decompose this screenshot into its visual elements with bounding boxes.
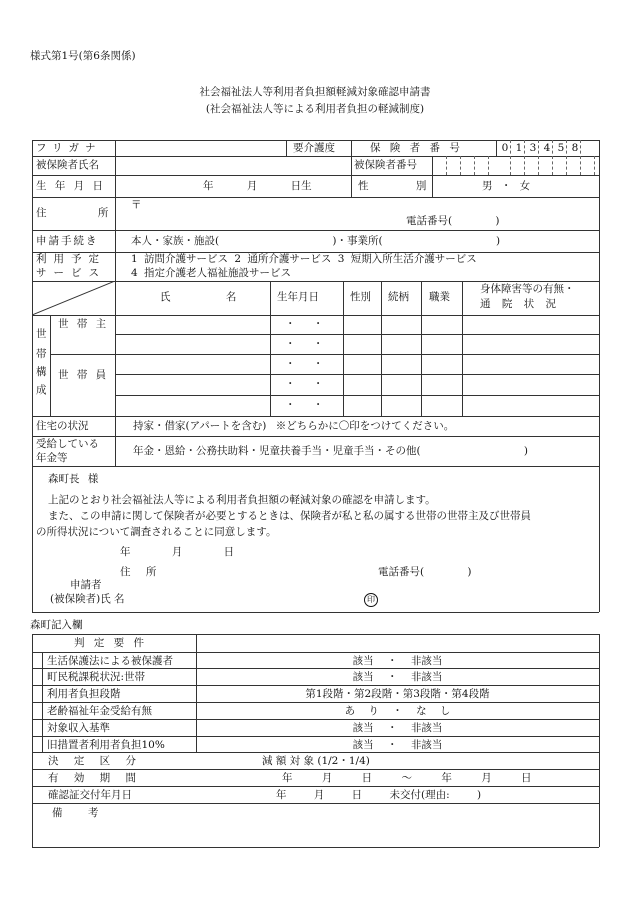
col-occupation: 職業 — [429, 291, 450, 303]
decision-value[interactable]: 減 額 対 象 (1/2・1/4) — [262, 755, 370, 767]
housing-value[interactable]: 持家・借家(アパートを含む) ※どちらかに〇印をつけてください。 — [133, 420, 455, 432]
criteria-value[interactable]: 該当 ・ 非該当 — [352, 739, 443, 751]
insurer-digit: 1 — [515, 142, 523, 154]
decision-label: 決 定 区 分 — [48, 755, 137, 767]
table-row[interactable]: ・ ・ — [285, 378, 324, 390]
address-phone[interactable]: 電話番号( ) — [406, 215, 500, 227]
table-row[interactable]: ・ ・ — [285, 338, 324, 350]
issue-date-value[interactable]: 年 月 日 未交付(理由: ) — [276, 789, 482, 801]
addressee: 森町長 様 — [48, 473, 99, 485]
applicant-address-input[interactable] — [160, 564, 380, 579]
col-disability: 身体障害等の有無・ — [480, 283, 575, 295]
household-section-char: 成 — [36, 384, 47, 396]
household-members-label: 世 帯 員 — [58, 369, 107, 381]
col-sex: 性別 — [350, 291, 371, 303]
furigana-label: フリガナ — [36, 142, 102, 154]
col-relation: 続柄 — [388, 291, 409, 303]
pension-label-1: 受給している — [36, 438, 99, 450]
criteria-label: 老齢福祉年金受給有無 — [47, 705, 152, 717]
col-name: 氏 名 — [160, 291, 237, 303]
criteria-label: 生活保護法による被保護者 — [47, 655, 173, 667]
declaration-text-2: また、この申請に関して保険者が必要とするときは、保険者が私と私の属する世帯の世帯主及び世帯員 — [48, 510, 531, 522]
applicant-phone[interactable]: 電話番号( ) — [378, 566, 472, 578]
household-head-label: 世 帯 主 — [58, 318, 107, 330]
notes-input[interactable] — [100, 806, 595, 844]
document-subtitle: (社会福祉法人等による利用者負担の軽減制度) — [205, 103, 425, 115]
household-section-char: 構 — [36, 366, 47, 378]
pension-label-2: 年金等 — [36, 452, 68, 464]
service-options-line-2[interactable]: 4 指定介護老人福祉施設サービス — [131, 267, 292, 279]
validity-value[interactable]: 年 月 日 〜 年 月 日 — [282, 772, 532, 784]
insured-name-label: 被保険者氏名 — [36, 159, 99, 171]
criteria-label: 町民税課税状況:世帯 — [47, 671, 146, 683]
criteria-header: 判 定 要 件 — [74, 637, 145, 649]
table-row[interactable]: ・ ・ — [285, 399, 324, 411]
service-label-1: 利用予定 — [36, 253, 106, 265]
housing-label: 住宅の状況 — [36, 420, 89, 432]
criteria-value[interactable]: 該当 ・ 非該当 — [352, 722, 443, 734]
sex-label: 性 別 — [358, 180, 427, 192]
col-birth-date: 生年月日 — [277, 291, 319, 303]
service-label-2: サービス — [36, 267, 106, 279]
insured-number-input[interactable] — [433, 157, 598, 174]
criteria-value[interactable]: 該当 ・ 非該当 — [352, 671, 443, 683]
application-date[interactable]: 年 月 日 — [120, 546, 235, 558]
declaration-text-1: 上記のとおり社会福祉法人等による利用者負担額の軽減対象の確認を申請します。 — [48, 494, 436, 506]
declaration-text-3: の所得状況について調査されることに同意します。 — [36, 526, 277, 538]
care-level-label: 要介護度 — [293, 142, 335, 154]
insured-name-input[interactable] — [116, 157, 350, 174]
sex-value[interactable]: 男 ・ 女 — [482, 180, 531, 192]
applicant-label: 申請者 — [70, 579, 102, 591]
insurer-digit: 4 — [543, 142, 551, 154]
criteria-value[interactable]: 該当 ・ 非該当 — [352, 655, 443, 667]
procedure-value[interactable]: 本人・家族・施設( )・事業所( ) — [131, 235, 501, 247]
insurer-digit: 8 — [571, 142, 579, 154]
issue-date-label: 確認証交付年月日 — [48, 789, 132, 801]
document-title: 社会福祉法人等利用者負担額軽減対象確認申請書 — [199, 86, 431, 98]
applicant-name-input[interactable] — [160, 591, 360, 606]
birth-date-value[interactable]: 年 月 日生 — [203, 180, 312, 192]
insurer-digit: 3 — [529, 142, 537, 154]
seal-mark: 印 — [364, 593, 378, 607]
criteria-label: 旧措置者利用者負担10% — [47, 739, 165, 751]
insurer-digit: 5 — [557, 142, 565, 154]
procedure-label: 申請手続き — [36, 235, 99, 247]
service-options-line-1[interactable]: 1 訪問介護サービス 2 通所介護サービス 3 短期入所生活介護サービス — [131, 253, 477, 265]
insurer-number-label: 保 険 者 番 号 — [370, 142, 463, 154]
diagonal-divider — [32, 281, 115, 315]
table-row[interactable]: ・ ・ — [285, 358, 324, 370]
insured-number-label: 被保険者番号 — [354, 159, 417, 171]
birth-date-label: 生 年 月 日 — [36, 180, 104, 192]
criteria-value[interactable]: 第1段階・第2段階・第3段階・第4段階 — [305, 688, 490, 700]
furigana-input[interactable] — [116, 141, 285, 155]
criteria-label: 対象収入基準 — [47, 722, 110, 734]
household-section-char: 世 — [36, 328, 47, 340]
criteria-value[interactable]: あ り ・ な し — [344, 705, 451, 717]
address-input[interactable] — [140, 199, 580, 213]
table-row[interactable]: ・ ・ — [285, 318, 324, 330]
pension-value[interactable]: 年金・恩給・公務扶助料・児童扶養手当・児童手当・その他( ) — [133, 445, 529, 457]
applicant-address-label: 住 所 — [120, 566, 157, 578]
household-section-char: 帯 — [36, 348, 47, 360]
address-label: 住 所 — [36, 207, 109, 219]
validity-label: 有 効 期 間 — [48, 772, 137, 784]
criteria-label: 利用者負担段階 — [47, 688, 121, 700]
col-hospital: 通 院 状 況 — [480, 298, 557, 310]
office-section-title: 森町記入欄 — [30, 619, 83, 631]
notes-label: 備 考 — [52, 807, 99, 819]
insurer-digit: 0 — [501, 142, 509, 154]
insured-person-name-label: (被保険者)氏 名 — [50, 593, 125, 605]
form-number: 様式第1号(第6条関係) — [30, 50, 136, 62]
postal-mark: 〒 — [131, 199, 142, 211]
